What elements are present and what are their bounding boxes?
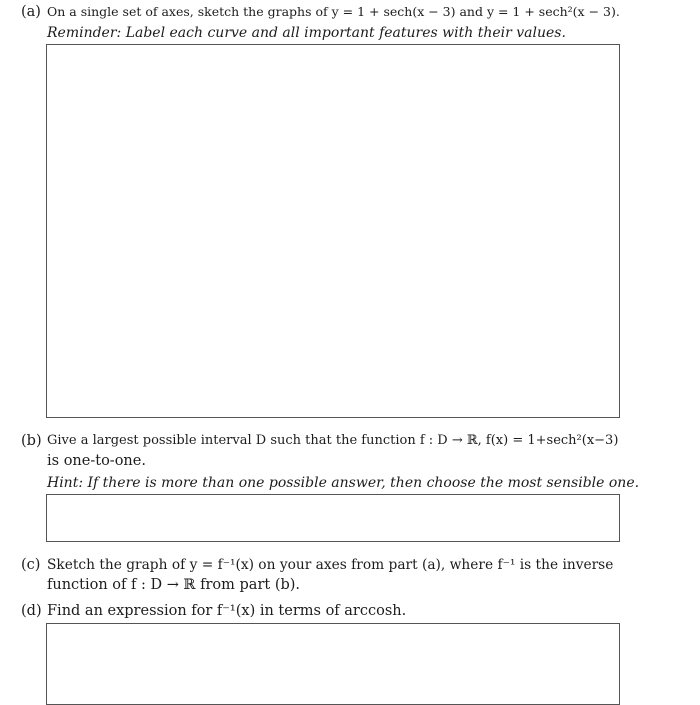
answer-box-a[interactable] bbox=[46, 44, 620, 418]
question-b-line-2: is one-to-one. bbox=[47, 453, 146, 469]
question-c-line-1: Sketch the graph of y = f⁻¹(x) on your axes from part (a), where f⁻¹ is the inverse bbox=[47, 557, 614, 573]
question-c-line-2: function of f : D → ℝ from part (b). bbox=[47, 577, 301, 593]
question-b-label: (b) bbox=[21, 433, 42, 449]
question-b-hint: Hint: If there is more than one possible answer, then choose the most sensible one. bbox=[47, 475, 640, 491]
question-b-line-1: Give a largest possible interval D such that the function f : D → ℝ, f(x) = 1+sech²(x−3) bbox=[47, 433, 619, 448]
question-a-label: (a) bbox=[21, 4, 41, 20]
question-a-reminder: Reminder: Label each curve and all important features with their values. bbox=[47, 25, 566, 41]
question-a-text: On a single set of axes, sketch the graphs of y = 1 + sech(x − 3) and y = 1 + sech²(x − 3). bbox=[47, 4, 620, 19]
question-d-label: (d) bbox=[21, 603, 42, 619]
question-c-label: (c) bbox=[21, 557, 41, 573]
answer-box-b[interactable] bbox=[46, 494, 620, 542]
question-d-text: Find an expression for f⁻¹(x) in terms of arccosh. bbox=[47, 603, 407, 619]
answer-box-d[interactable] bbox=[46, 623, 620, 705]
